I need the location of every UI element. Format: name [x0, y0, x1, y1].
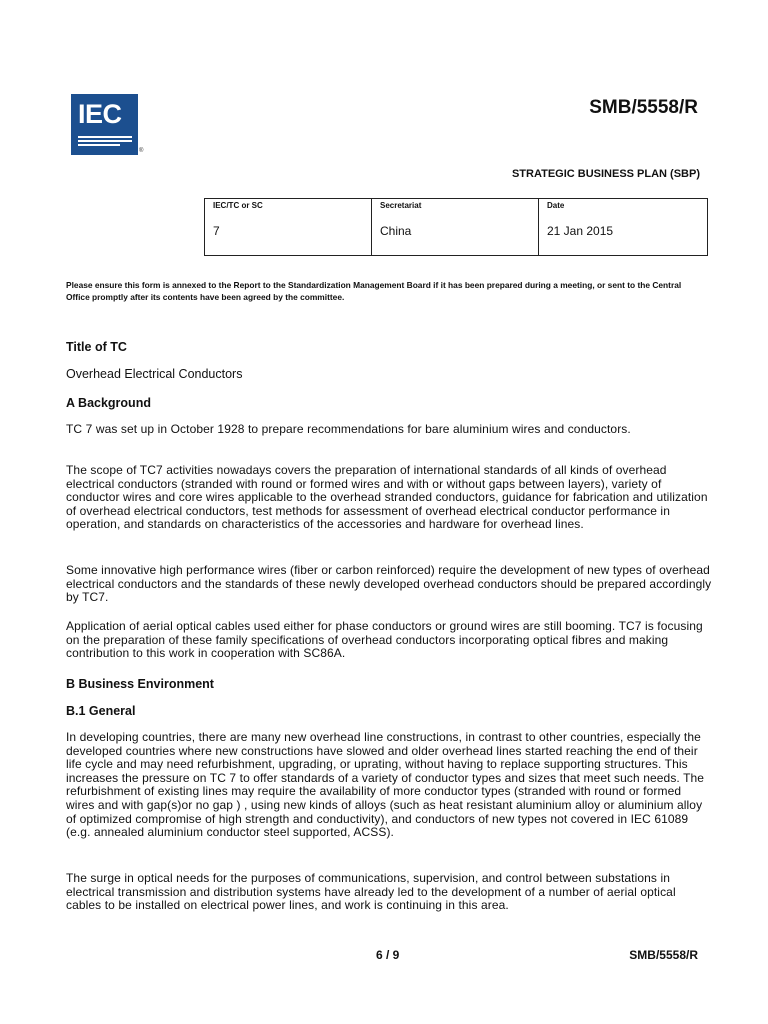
title-heading: Title of TC	[66, 340, 127, 354]
registered-mark: ®	[139, 148, 144, 154]
footer-document-id: SMB/5558/R	[629, 948, 698, 962]
section-b-heading: B Business Environment	[66, 677, 214, 691]
tc-title: Overhead Electrical Conductors	[66, 367, 243, 381]
date-value: 21 Jan 2015	[547, 224, 614, 238]
secretariat-cell	[372, 199, 539, 256]
document-id: SMB/5558/R	[589, 97, 698, 118]
info-table	[204, 198, 708, 256]
iec-logo	[71, 94, 138, 155]
paragraph: The surge in optical needs for the purposes of communications, supervision, and control between substations in electrical transmission and distribution systems have already led to the development of a number of aerial optical cables to be installed on electrical power lines, and work is continuing in this area.	[66, 871, 676, 913]
paragraph: In developing countries, there are many new overhead line constructions, in contrast to other countries, especially the developed countries where new constructions have slowed and older overhead lines started reaching the end of their life cycle and may need refurbishment, upgrading, or uprating, without having to replace supporting structures. This increases the pressure on TC 7 to offer standards of a variety of conductor types and sizes that meet such needs. The refurbishment of existing lines may require the availability of more conductor types (stranded with round or formed wires and with gap(s)or no gap ) , using new kinds of alloys (such as heat resistant aluminium alloy or aluminium alloy of optimized compromise of high strength and conductivity), and conductors of new types not covered in IEC 61089 (e.g. annealed aluminium conductor steel supported, ACSS).	[66, 730, 705, 840]
tc-label: IEC/TC or SC	[213, 201, 263, 210]
section-a-heading: A Background	[66, 396, 151, 410]
date-label: Date	[547, 201, 565, 210]
logo-lines	[78, 136, 132, 148]
paragraph: Some innovative high performance wires (fiber or carbon reinforced) require the development of new types of overhead electrical conductors and the standards of these newly developed overhead conductors should be prepared accordingly by TC7.	[66, 563, 712, 605]
section-b1-heading: B.1 General	[66, 704, 136, 718]
secretariat-label: Secretariat	[380, 201, 422, 210]
tc-value: 7	[213, 224, 220, 238]
submission-notice: Please ensure this form is annexed to the Report to the Standardization Management Board if it has been prepared during a meeting, or sent to the Central Office promptly after its contents have been agreed by the committee.	[66, 280, 682, 302]
paragraph: Application of aerial optical cables used either for phase conductors or ground wires are still booming. TC7 is focusing on the preparation of these family specifications of overhead conductors incorporating optical fibres and making contribution to this work in cooperation with SC86A.	[66, 619, 703, 661]
secretariat-value: China	[380, 224, 412, 238]
paragraph: The scope of TC7 activities nowadays covers the preparation of international standards of all kinds of overhead electrical conductors (stranded with round or formed wires and with or without gaps between layers), variety of conductor wires and core wires applicable to the overhead stranded conductors, guidance for fabrication and utilization of overhead electrical conductors, test methods for assessment of overhead electrical conductor performance in operation, and standards on characteristics of the accessories and hardware for overhead lines.	[66, 463, 708, 532]
form-title: STRATEGIC BUSINESS PLAN (SBP)	[511, 168, 700, 180]
page-number: 6 / 9	[376, 948, 400, 962]
date-cell	[539, 199, 708, 256]
paragraph: TC 7 was set up in October 1928 to prepare recommendations for bare aluminium wires and conductors.	[66, 422, 631, 436]
tc-cell	[205, 199, 372, 256]
logo-text: IEC	[78, 99, 122, 129]
